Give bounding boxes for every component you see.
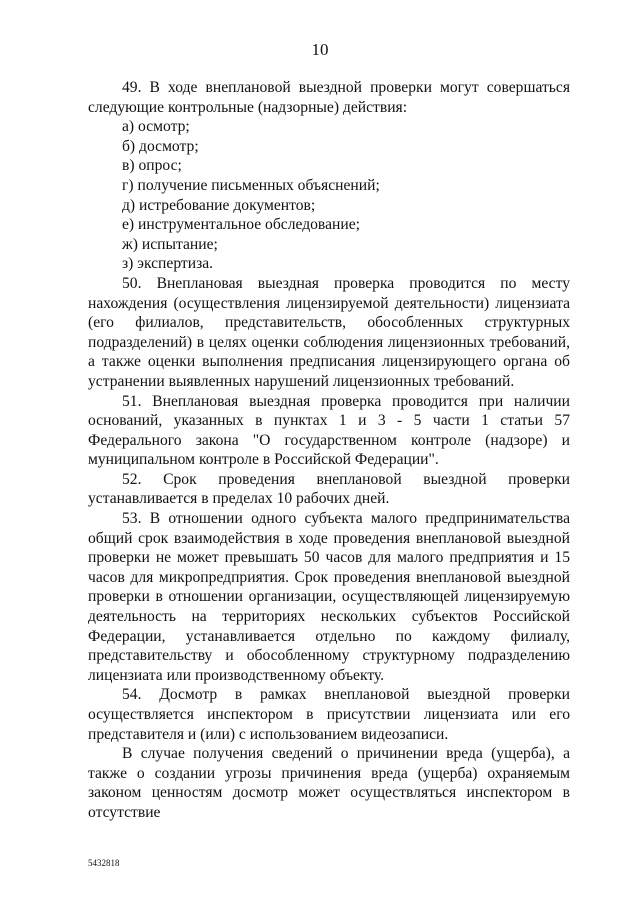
paragraph-50: 50. Внеплановая выездная проверка проводится по месту нахождения (осуществления лицензируемой деятельности) лицензиата (его филиалов, представительств, обособленных структурных подразделений) в целях оценки соблюдения лицензионных требований, а также оценки выполнения предписания лицензирующего органа об устранении выявленных нарушений лицензионных требований.: [88, 274, 570, 390]
page-number: 10: [311, 40, 329, 59]
list-item-b: б) досмотр;: [122, 137, 199, 155]
paragraph-51: 51. Внеплановая выездная проверка проводится при наличии оснований, указанных в пунктах 1 и 3 - 5 части 1 статьи 57 Федерального закона "О государственном контроле (надзоре) и муниципальном контроле в Российской Федерации".: [88, 392, 570, 469]
document-code: 5432818: [88, 858, 120, 868]
list-item-z: з) экспертиза.: [122, 255, 214, 273]
list-item-a: а) осмотр;: [122, 118, 190, 136]
list-item-d: д) истребование документов;: [122, 196, 316, 214]
paragraph-53: 53. В отношении одного субъекта малого предпринимательства общий срок взаимодействия в ходе проведения внеплановой выездной проверки не может превышать 50 часов для малого предприятия и 15 часов для микропредприятия. Срок проведения внеплановой выездной проверки в отношении организации, осуществляющей лицензируемую деятельность на территориях нескольких субъектов Российской Федерации, устанавливается отдельно по каждому филиалу, представительству и обособленному структурному подразделению лицензиата или производственному объекту.: [88, 510, 570, 684]
list-item-v: в) опрос;: [122, 157, 182, 175]
paragraph-49: 49. В ходе внеплановой выездной проверки могут совершаться следующие контрольные (надзорные) действия:: [88, 79, 570, 116]
list-item-e: е) инструментальное обследование;: [122, 216, 360, 234]
list-item-g: г) получение письменных объяснений;: [122, 176, 380, 194]
paragraph-52: 52. Срок проведения внеплановой выездной проверки устанавливается в пределах 10 рабочих дней.: [88, 470, 570, 508]
list-item-zh: ж) испытание;: [122, 235, 218, 253]
paragraph-54: 54. Досмотр в рамках внеплановой выездной проверки осуществляется инспектором в присутствии лицензиата или его представителя и (или) с использованием видеозаписи.: [88, 686, 570, 743]
paragraph-54-cont: В случае получения сведений о причинении вреда (ущерба), а также о создании угрозы причинения вреда (ущерба) охраняемым законом ценностям досмотр может осуществляться инспектором в отсутствие: [88, 745, 570, 821]
document-body: [88, 78, 570, 823]
